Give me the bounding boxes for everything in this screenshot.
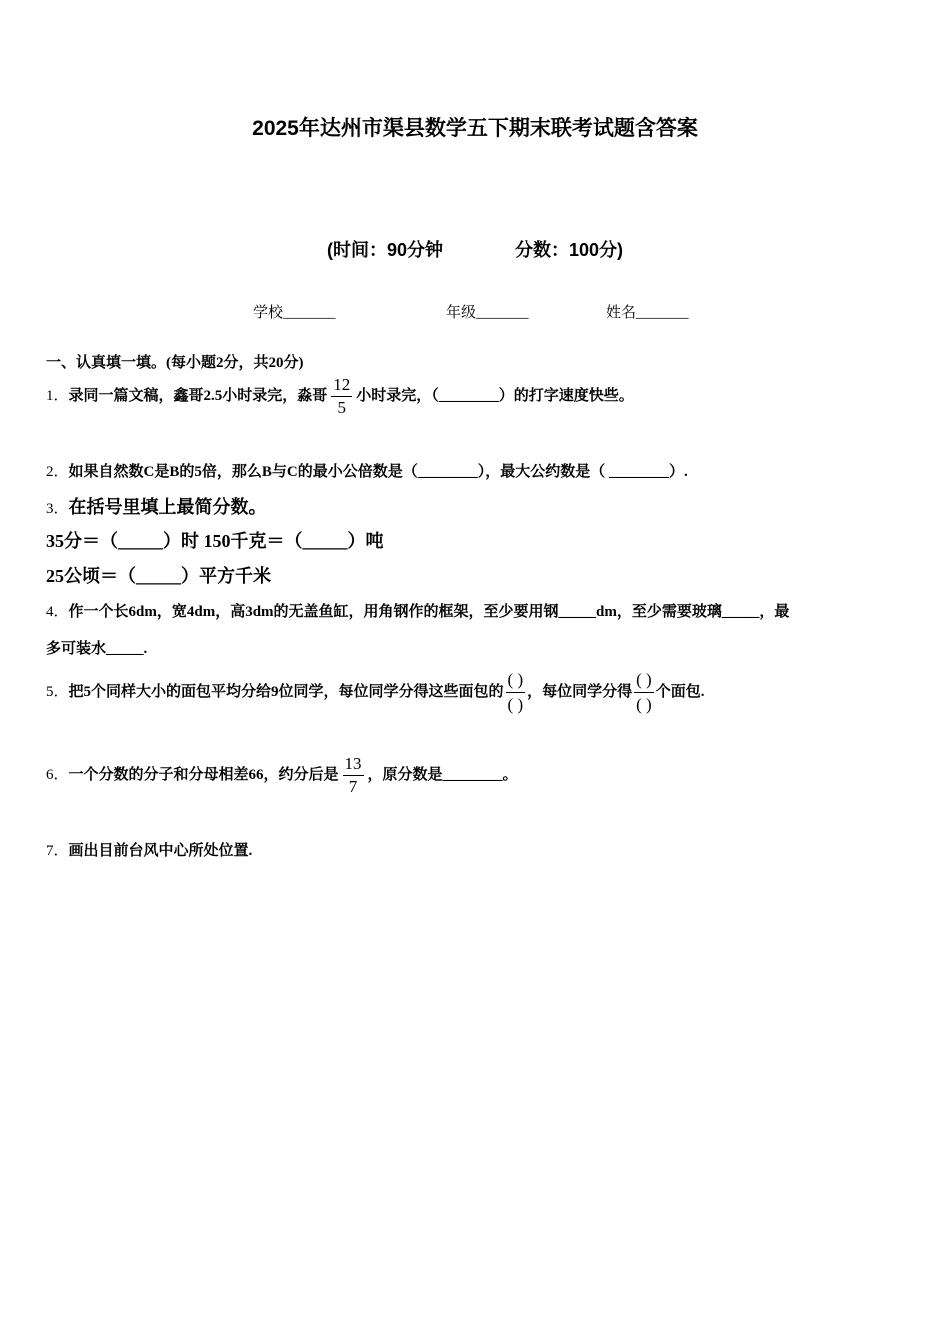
question-7 (46, 839, 252, 860)
exam-score: 分数：100分) (514, 240, 624, 260)
question-5 (46, 668, 704, 717)
question-3 (46, 493, 267, 519)
blank-numerator: ( ) (506, 668, 526, 693)
exam-time: (时间：90分钟 (326, 240, 443, 260)
question-2 (46, 460, 688, 481)
fraction (343, 753, 364, 798)
question-text: 画出目前台风中心所处位置. (68, 843, 253, 859)
question-text: 小时录完，（________）的打字速度快些。 (356, 387, 634, 404)
blank-denominator: ( ) (636, 695, 652, 714)
question-text: 作一个长6dm，宽4dm，高3dm的无盖鱼缸，用角钢作的框架，至少要用钢_____dm，至少需要玻璃_____，最 (68, 604, 790, 620)
page-title: 2025年达州市渠县数学五下期末联考试题含答案 (252, 117, 698, 140)
question-3-line-1: 35分＝（_____）时 150千克＝（_____）吨 (46, 531, 384, 551)
school-field: 学校_______ (253, 305, 336, 321)
question-text: ，原分数是________。 (367, 766, 518, 783)
question-4-continued: 多可装水_____. (46, 641, 148, 657)
blank-fraction (634, 668, 654, 717)
fraction-numerator: 13 (343, 753, 364, 776)
blank-denominator: ( ) (507, 695, 524, 714)
exam-info (0, 236, 950, 262)
question-text: 如果自然数C是B的5倍，那么B与C的最小公倍数是（________），最大公约数是（ ________）. (68, 464, 688, 480)
question-number: 3． (46, 501, 69, 517)
question-1 (46, 374, 634, 419)
question-number: 7． (46, 843, 69, 859)
fraction-numerator: 12 (331, 374, 352, 397)
question-number: 1． (46, 387, 69, 404)
question-number: 2． (46, 464, 69, 480)
question-text: ，每位同学分得 (527, 683, 633, 700)
blank-fraction (506, 668, 526, 717)
fraction (331, 374, 352, 419)
question-text: 把5个同样大小的面包平均分给9位同学，每位同学分得这些面包的 (68, 683, 504, 700)
section-heading: 一、认真填一填。(每小题2分，共20分) (46, 355, 304, 371)
question-4 (46, 600, 789, 621)
question-number: 6． (46, 766, 69, 783)
question-3-line-2: 25公顷＝（_____）平方千米 (46, 566, 271, 586)
grade-field: 年级_______ (446, 305, 529, 321)
question-text: 一个分数的分子和分母相差66，约分后是 (68, 766, 339, 783)
blank-numerator: ( ) (634, 668, 654, 693)
question-number: 5． (46, 683, 69, 700)
question-text: 录同一篇文稿，鑫哥2.5小时录完，淼哥 (68, 387, 328, 404)
question-6 (46, 753, 518, 798)
question-number: 4． (46, 604, 69, 620)
fraction-denominator: 5 (337, 398, 347, 417)
question-text: 个面包. (655, 683, 705, 700)
fraction-denominator: 7 (348, 777, 358, 796)
name-field: 姓名_______ (606, 305, 689, 321)
question-text: 在括号里填上最简分数。 (68, 497, 267, 517)
